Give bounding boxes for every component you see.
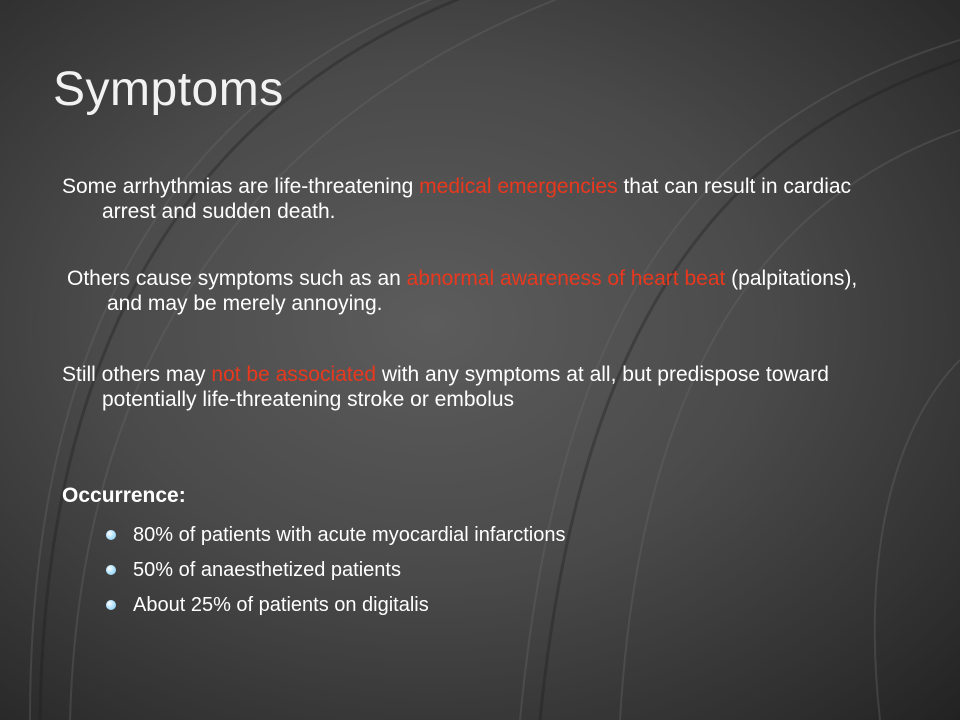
bullet-dot-icon [106,565,116,575]
paragraph-text: Others cause symptoms such as an [67,267,407,290]
occurrence-list [106,520,565,625]
occurrence-heading: Occurrence: [62,484,186,507]
list-item [106,555,565,590]
paragraph-text: (palpitations), and may be merely annoying. [107,267,858,315]
list-item-text: 80% of patients with acute myocardial infarctions [133,524,566,546]
list-item-text: 50% of anaesthetized patients [133,559,401,581]
highlighted-term: medical emergencies [419,175,618,198]
paragraph-text: Some arrhythmias are life-threatening [62,175,420,198]
paragraph-text: that can result in cardiac arrest and sudden death. [102,175,852,223]
list-item [106,590,565,625]
list-item-text: About 25% of patients on digitalis [133,594,429,616]
paragraph-text: with any symptoms at all, but predispose toward potentially life-threatening stroke or embolus [102,363,829,411]
highlighted-term: not be associated [211,363,377,386]
bullet-dot-icon [106,600,116,610]
paragraph-arrhythmia-emergencies [62,174,882,224]
list-item [106,520,565,555]
paragraph-text: Still others may [62,363,212,386]
bullet-dot-icon [106,530,116,540]
paragraph-asymptomatic [62,362,882,412]
highlighted-term: abnormal awareness of heart beat [406,267,726,290]
slide-title: Symptoms [53,63,284,116]
paragraph-palpitations [67,266,887,316]
